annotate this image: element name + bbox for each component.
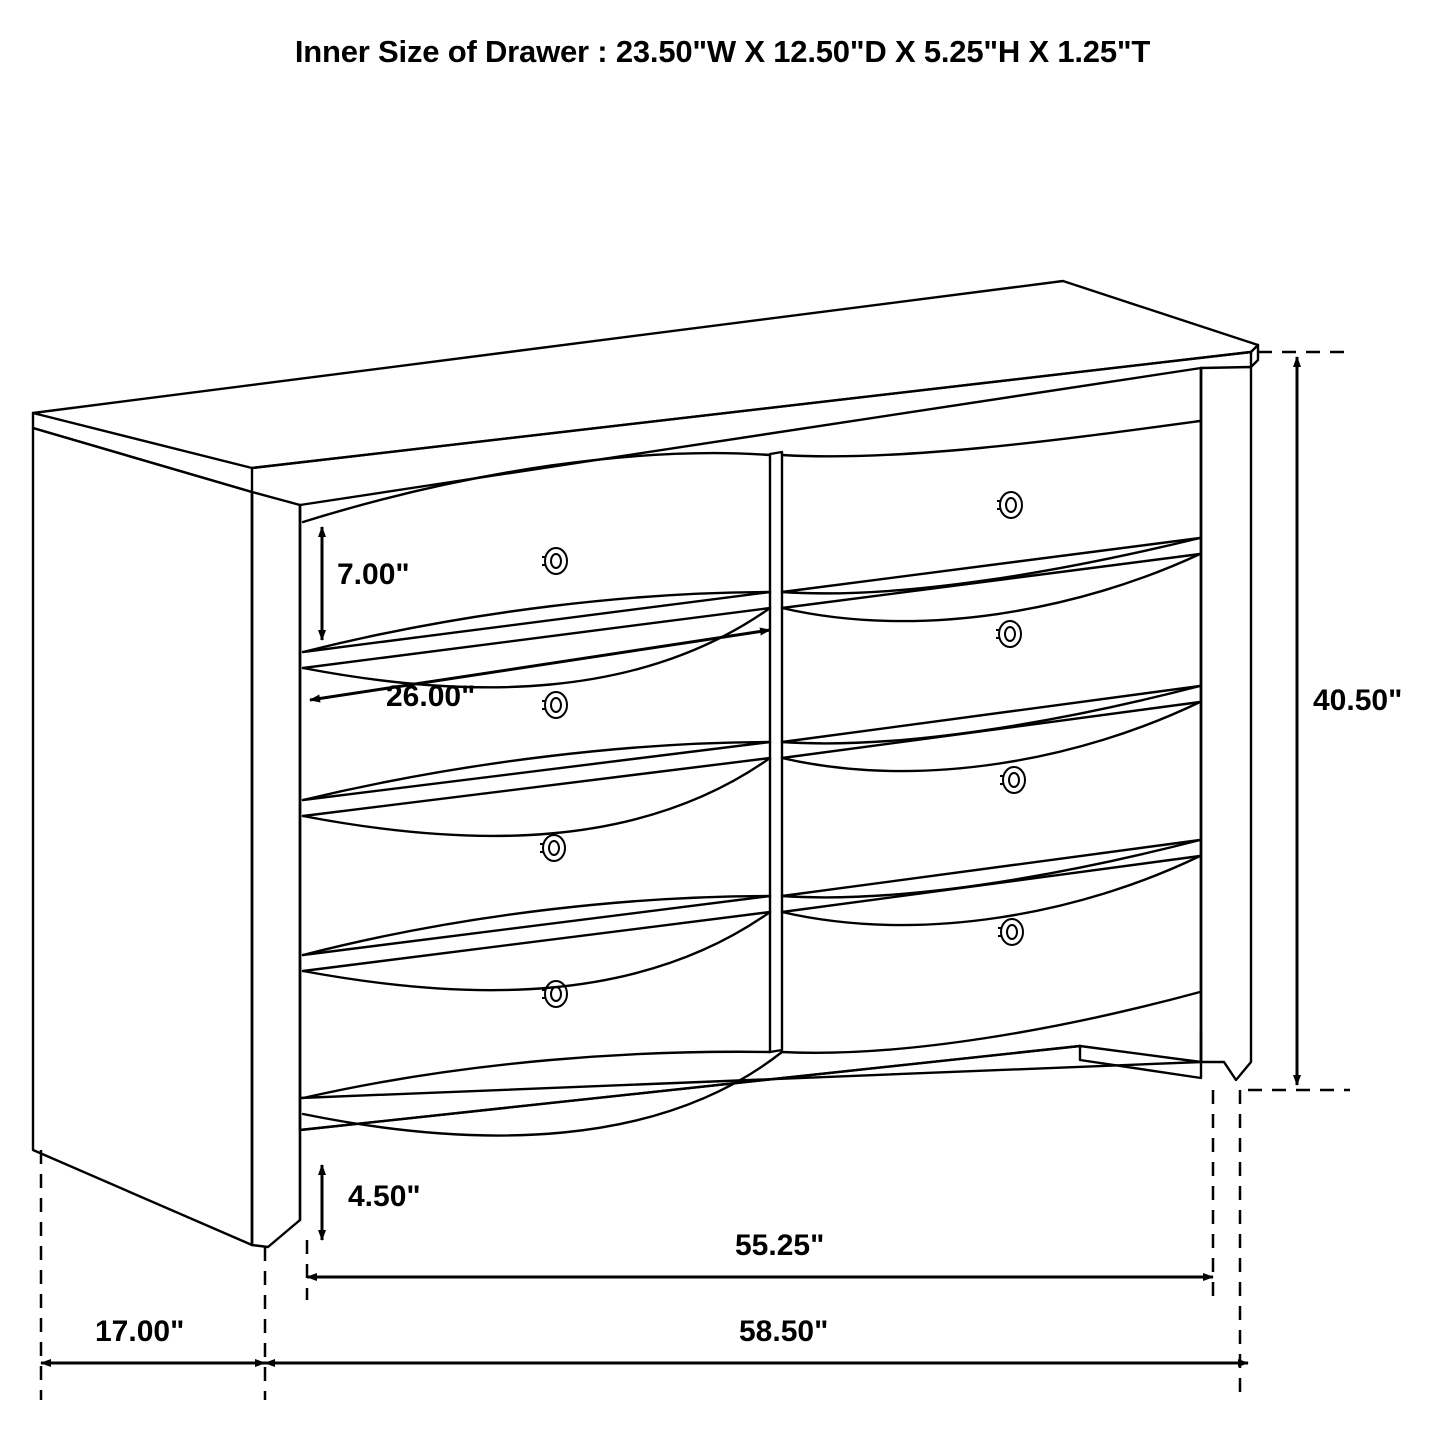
dim-body-width: 55.25" [735, 1229, 825, 1262]
page-title: Inner Size of Drawer : 23.50"W X 12.50"D X 5.25"H X 1.25"T [294, 34, 1151, 69]
dim-total-width: 58.50" [739, 1315, 829, 1348]
dimension-lines [41, 357, 1297, 1363]
dim-leg-height: 4.50" [348, 1180, 421, 1213]
dim-total-height: 40.50" [1313, 684, 1403, 717]
dim-depth: 17.00" [95, 1315, 185, 1348]
dim-drawer-height: 7.00" [337, 558, 410, 591]
cabinet-body [33, 281, 1258, 1247]
dim-drawer-width: 26.00" [386, 680, 476, 713]
